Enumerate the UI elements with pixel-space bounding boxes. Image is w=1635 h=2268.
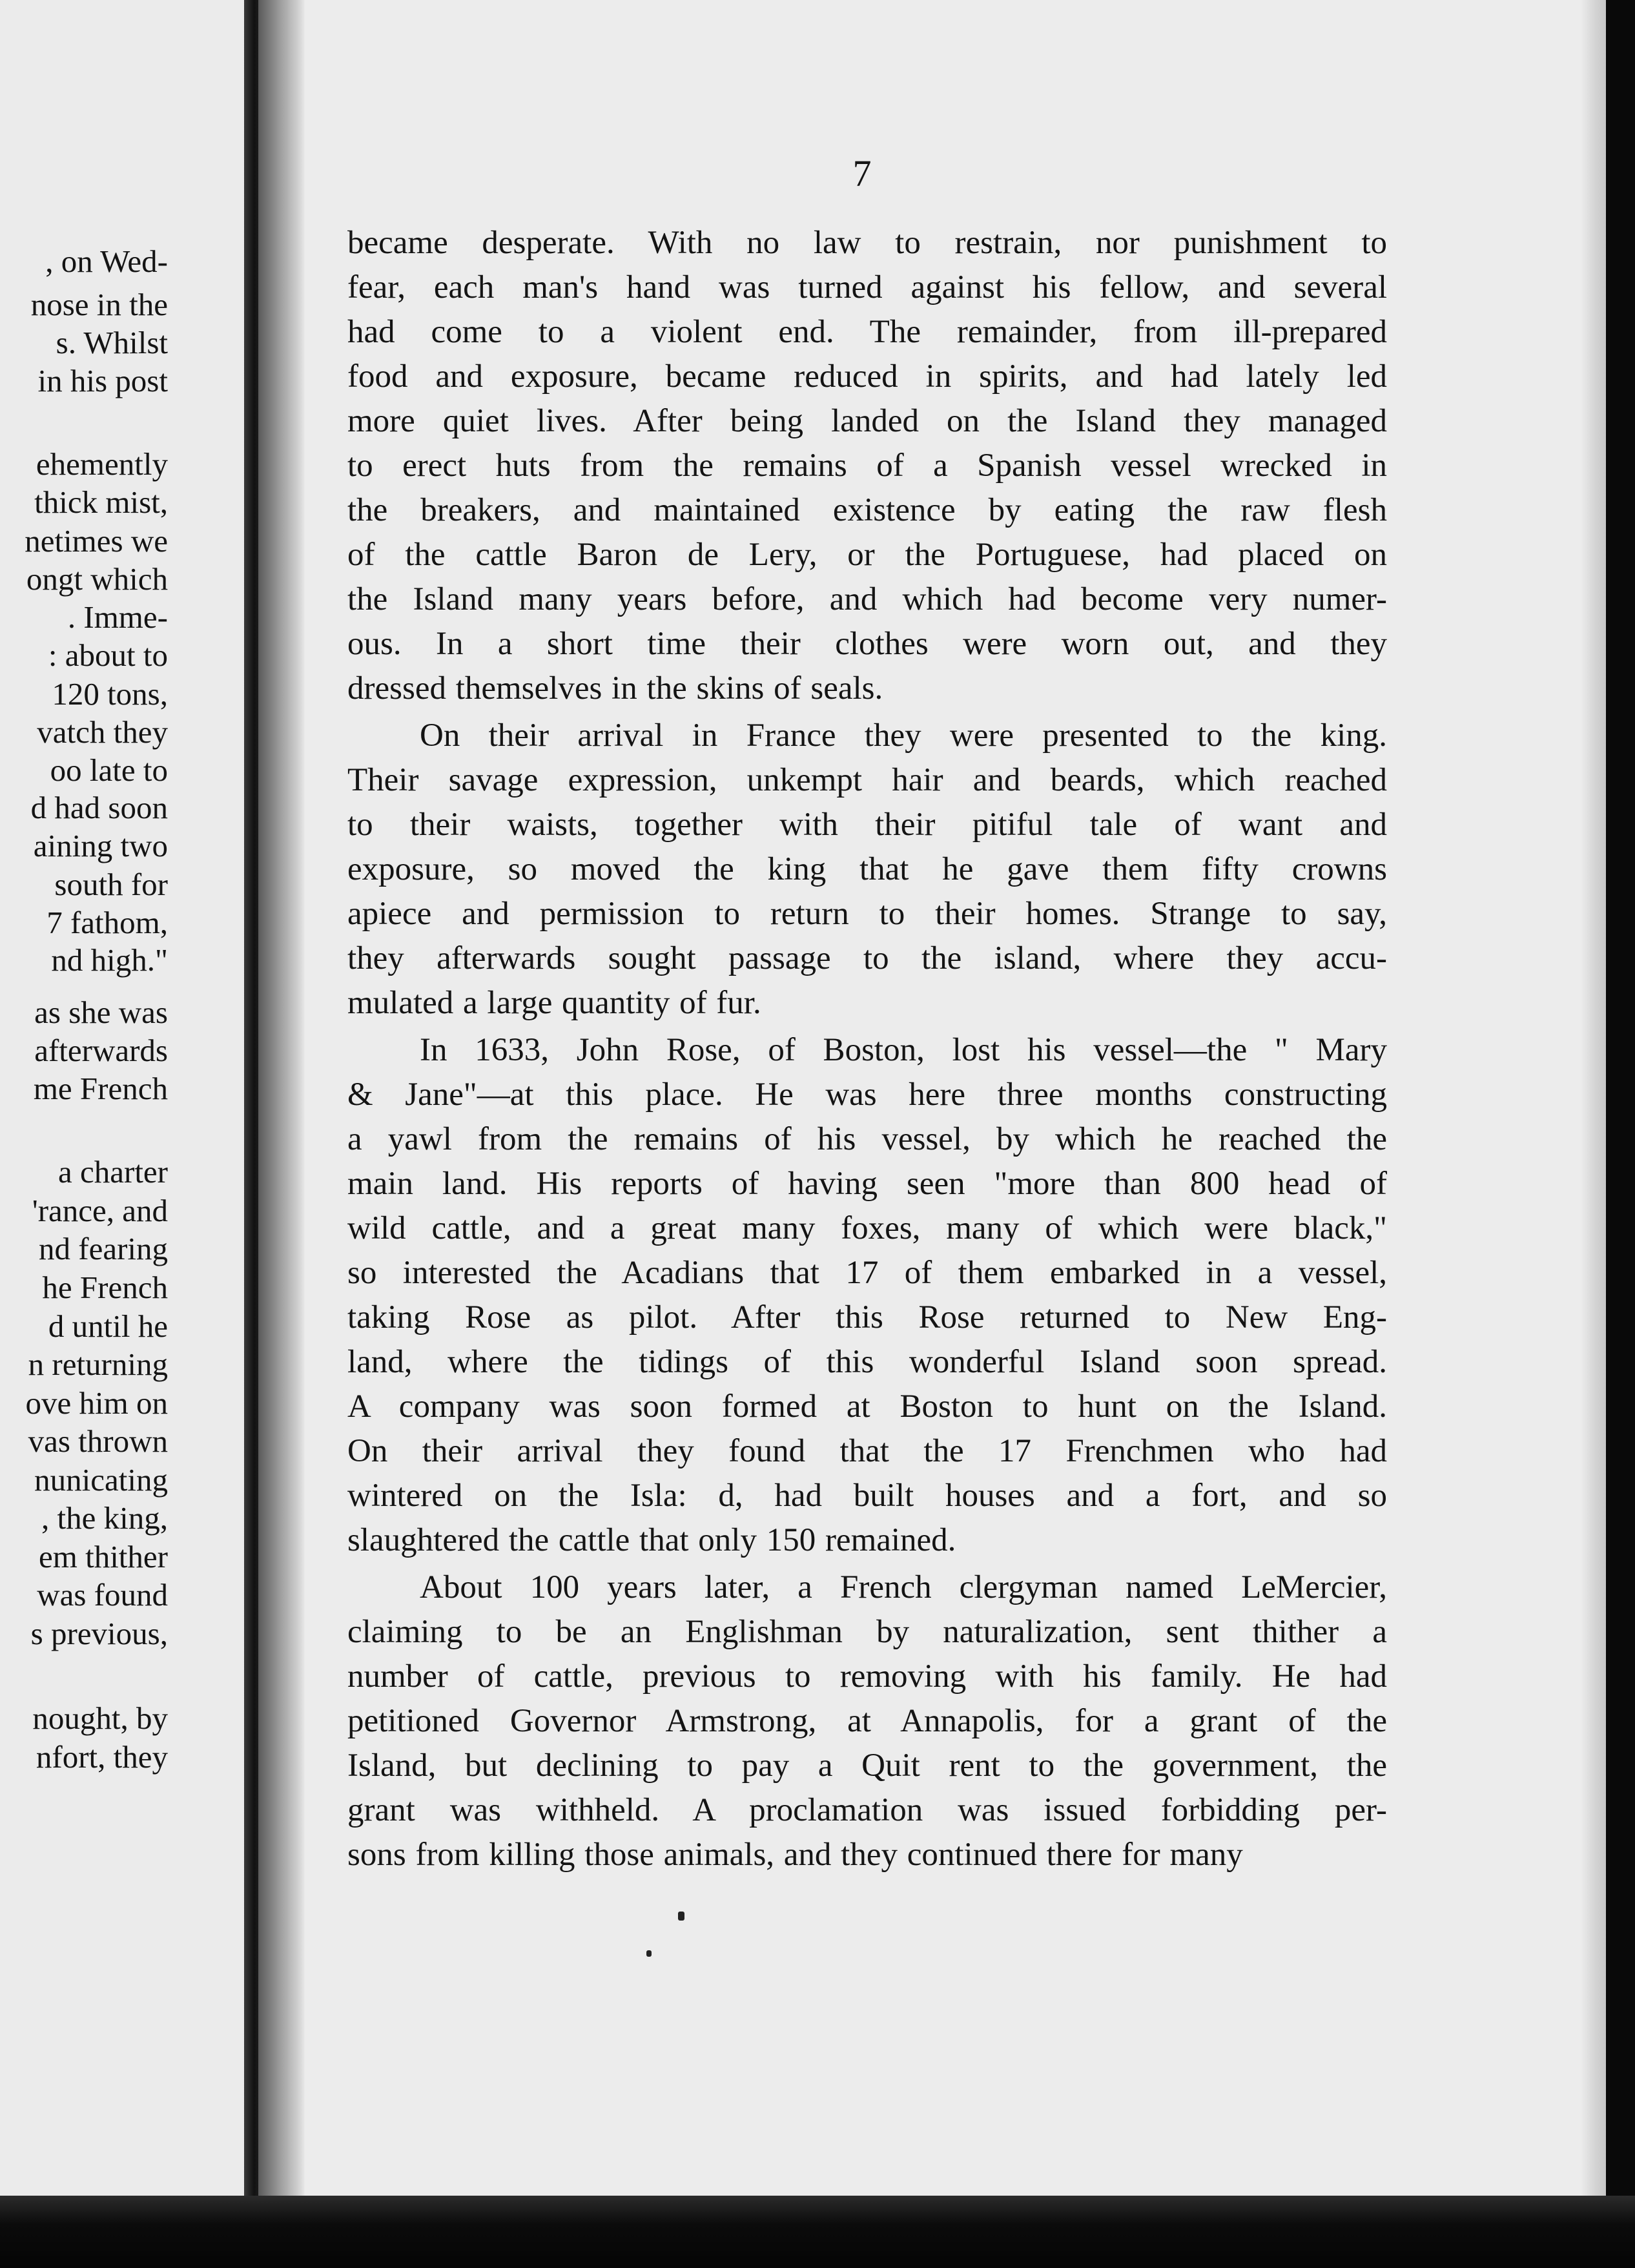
page-number: 7 bbox=[852, 152, 872, 194]
text-line: & Jane"—at this place. He was here three months constructing bbox=[347, 1077, 1387, 1113]
left-page-line: nunicating bbox=[34, 1462, 168, 1498]
left-page-line: s previous, bbox=[30, 1616, 168, 1651]
left-page-line: nought, by bbox=[32, 1700, 168, 1736]
text-line: mulated a large quantity of fur. bbox=[347, 985, 761, 1021]
left-page-line: as she was bbox=[34, 995, 168, 1030]
left-page-line: ehemently bbox=[36, 446, 168, 482]
left-page-line: nose in the bbox=[30, 287, 168, 322]
ink-speck bbox=[646, 1950, 652, 1957]
text-line: of the cattle Baron de Lery, or the Portuguese, had placed on bbox=[347, 537, 1387, 573]
left-page-line: thick mist, bbox=[34, 484, 168, 520]
paragraph bbox=[347, 1028, 1387, 1563]
text-line: number of cattle, previous to removing with his family. He had bbox=[347, 1658, 1387, 1695]
text-line: ous. In a short time their clothes were worn out, and they bbox=[347, 626, 1387, 662]
paragraph bbox=[347, 221, 1387, 711]
page-edge-curl bbox=[1581, 0, 1607, 2225]
left-page-line: n returning bbox=[28, 1346, 168, 1382]
text-line: land, where the tidings of this wonderful Island soon spread. bbox=[347, 1344, 1387, 1380]
text-line: the breakers, and maintained existence by eating the raw flesh bbox=[347, 492, 1387, 528]
left-page-line: ongt which bbox=[26, 561, 168, 597]
left-page-line: a charter bbox=[50, 1154, 168, 1190]
binding-gutter-gradient bbox=[258, 0, 305, 2268]
left-page-line: me French bbox=[33, 1071, 168, 1106]
left-page-line: oo late to bbox=[50, 752, 168, 788]
left-page-line: , on Wed- bbox=[45, 243, 168, 279]
left-page-line: in his post bbox=[37, 363, 168, 398]
left-page-line: netimes we bbox=[25, 523, 168, 559]
left-page-line: afterwards bbox=[34, 1033, 168, 1068]
left-page-line: 7 fathom, bbox=[38, 905, 168, 940]
left-page-line: . Imme- bbox=[67, 599, 168, 635]
text-line: Island, but declining to pay a Quit rent to the government, the bbox=[347, 1747, 1387, 1784]
text-line: main land. His reports of having seen "more than 800 head of bbox=[347, 1166, 1387, 1202]
binding-gutter-shadow bbox=[244, 0, 258, 2268]
text-line: so interested the Acadians that 17 of them embarked in a vessel, bbox=[347, 1255, 1387, 1291]
left-page-line: vas thrown bbox=[28, 1423, 168, 1459]
text-line: apiece and permission to return to their homes. Strange to say, bbox=[347, 896, 1387, 932]
text-line: to erect huts from the remains of a Spanish vessel wrecked in bbox=[347, 448, 1387, 484]
text-line: On their arrival they found that the 17 Frenchmen who had bbox=[347, 1433, 1387, 1469]
left-page-line: em thither bbox=[38, 1539, 168, 1574]
left-page-line: d had soon bbox=[30, 790, 168, 825]
text-line: claiming to be an Englishman by naturalization, sent thither a bbox=[347, 1614, 1387, 1650]
text-line: to their waists, together with their pitiful tale of want and bbox=[347, 807, 1387, 843]
left-page-line: he French bbox=[42, 1270, 168, 1305]
text-line: fear, each man's hand was turned against his fellow, and several bbox=[347, 269, 1387, 305]
text-line: food and exposure, became reduced in spirits, and had lately led bbox=[347, 358, 1387, 395]
paragraph bbox=[347, 714, 1387, 1026]
text-line: dressed themselves in the skins of seals. bbox=[347, 670, 883, 706]
text-line: became desperate. With no law to restrain, nor punishment to bbox=[347, 225, 1387, 261]
left-page-line: south for bbox=[46, 867, 168, 902]
text-line: the Island many years before, and which had become very numer- bbox=[347, 581, 1387, 617]
text-line: sons from killing those animals, and they continued there for many bbox=[347, 1837, 1243, 1873]
left-page-line: , the king, bbox=[41, 1500, 168, 1536]
text-line: a yawl from the remains of his vessel, by which he reached the bbox=[347, 1121, 1387, 1157]
text-line: On their arrival in France they were presented to the king. bbox=[420, 717, 1387, 754]
text-line: had come to a violent end. The remainder, from ill-prepared bbox=[347, 314, 1387, 350]
left-page-line: nd fearing bbox=[39, 1231, 168, 1266]
text-line: Their savage expression, unkempt hair and beards, which reached bbox=[347, 762, 1387, 798]
left-page-line: was found bbox=[28, 1577, 168, 1613]
left-page-line: s. Whilst bbox=[56, 325, 168, 360]
scan-border-right bbox=[1606, 0, 1635, 2268]
left-page-line: aining two bbox=[33, 828, 168, 863]
text-line: petitioned Governor Armstrong, at Annapolis, for a grant of the bbox=[347, 1703, 1387, 1739]
left-page-line: ove him on bbox=[25, 1385, 168, 1421]
left-page-line: nfort, they bbox=[36, 1739, 168, 1775]
text-line: wild cattle, and a great many foxes, many of which were black," bbox=[347, 1210, 1387, 1246]
body-text bbox=[347, 221, 1387, 1877]
left-page-line: 'rance, and bbox=[32, 1193, 168, 1228]
text-line: About 100 years later, a French clergyman named LeMercier, bbox=[420, 1569, 1387, 1605]
left-page-line: vatch they bbox=[37, 714, 168, 750]
left-page-line: : about to bbox=[48, 637, 168, 673]
ink-speck bbox=[678, 1912, 684, 1921]
text-line: grant was withheld. A proclamation was issued forbidding per- bbox=[347, 1792, 1387, 1828]
text-line: In 1633, John Rose, of Boston, lost his vessel—the " Mary bbox=[420, 1032, 1387, 1068]
text-line: wintered on the Isla: d, had built houses and a fort, and so bbox=[347, 1478, 1387, 1514]
text-line: more quiet lives. After being landed on the Island they managed bbox=[347, 403, 1387, 439]
text-line: slaughtered the cattle that only 150 remained. bbox=[347, 1522, 956, 1558]
left-page-fragment bbox=[0, 0, 244, 2196]
scan-border-bottom bbox=[0, 2196, 1635, 2268]
text-line: they afterwards sought passage to the island, where they accu- bbox=[347, 940, 1387, 976]
text-line: taking Rose as pilot. After this Rose returned to New Eng- bbox=[347, 1299, 1387, 1335]
text-line: A company was soon formed at Boston to hunt on the Island. bbox=[347, 1388, 1387, 1425]
text-line: exposure, so moved the king that he gave them fifty crowns bbox=[347, 851, 1387, 887]
paragraph bbox=[347, 1565, 1387, 1877]
left-page-line: nd high." bbox=[51, 942, 168, 978]
left-page-line: d until he bbox=[48, 1308, 168, 1344]
left-page-line: 120 tons, bbox=[44, 676, 168, 712]
